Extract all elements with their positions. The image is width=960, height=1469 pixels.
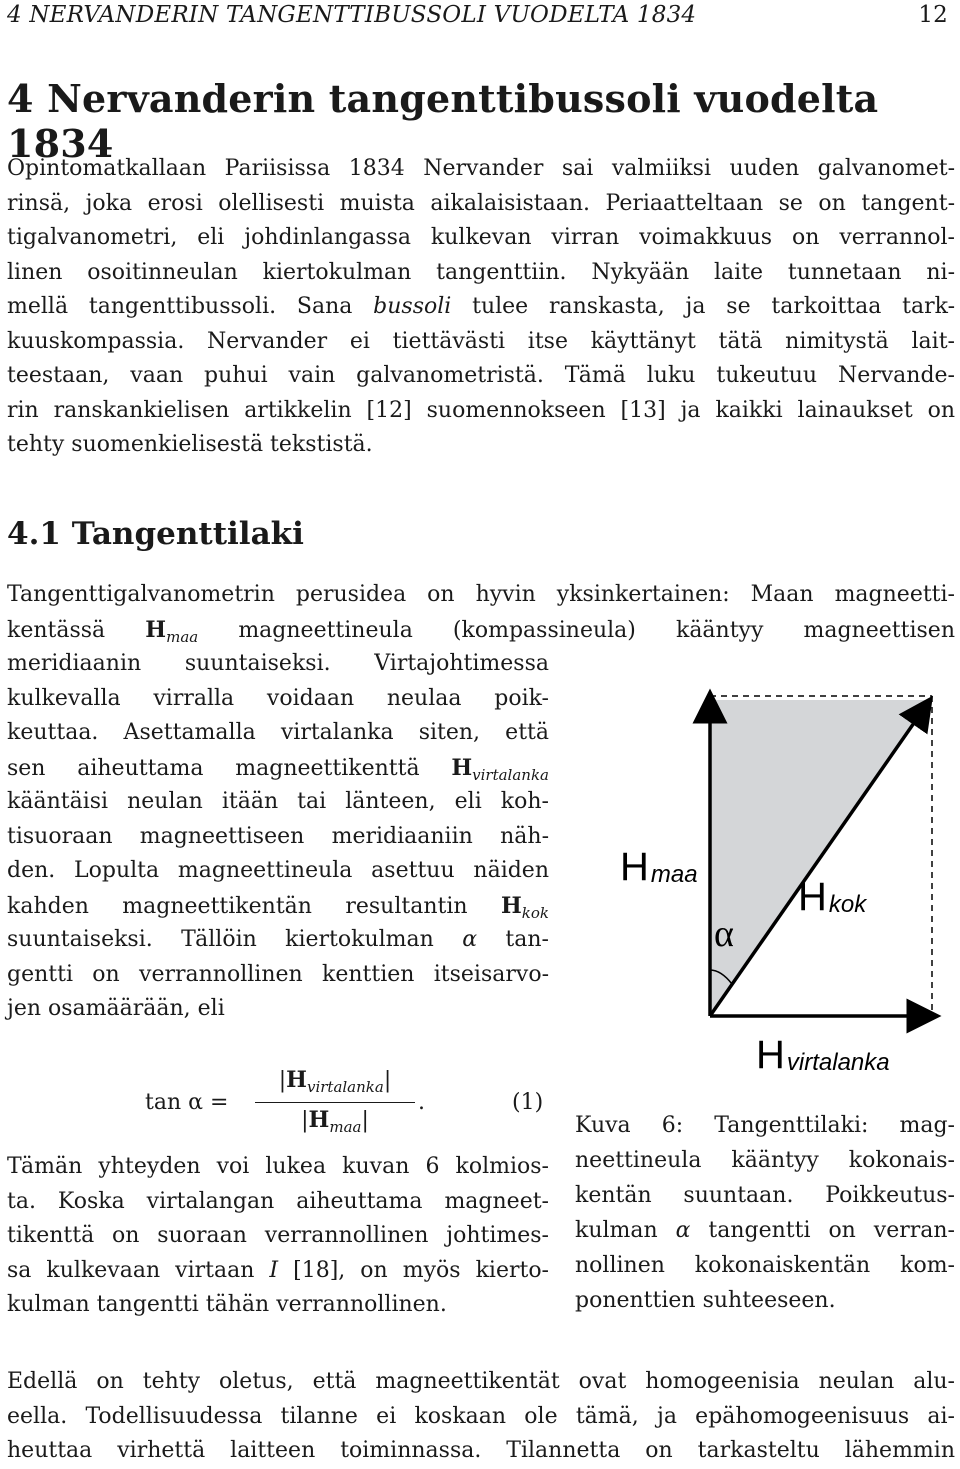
text-line: tisuoraan magneettiseen meridiaaniin näh- — [7, 823, 549, 849]
figure-diagram — [580, 688, 955, 1088]
equation-denominator: $|H_{maa}|$ — [301, 1107, 369, 1136]
label-h-virtalanka: Hvirtalanka — [756, 1033, 890, 1077]
section-title: 4.1 Tangenttilaki — [7, 516, 304, 552]
equation-number: (1) — [512, 1090, 544, 1115]
caption-line: kentän suuntaan. Poikkeutus- — [575, 1183, 955, 1208]
text-line: heuttaa virhettä laitteen toiminnassa. Tilannetta on tarkasteltu lähemmin — [7, 1438, 955, 1463]
text-line: eella. Todellisuudessa tilanne ei koskaan ole tämä, ja epähomogeenisuus ai- — [7, 1403, 955, 1429]
text-line: meridiaanin suuntaiseksi. Virtajohtimessa — [7, 651, 549, 676]
caption-line: Kuva 6: Tangenttilaki: mag- — [575, 1113, 955, 1138]
text-line: kääntäisi neulan itään tai länteen, eli koh- — [7, 789, 549, 814]
final-paragraph — [7, 1365, 955, 1469]
caption-line: ponenttien suhteeseen. — [575, 1288, 836, 1313]
figure-caption — [575, 1108, 955, 1318]
text-line: sa kulkevaan virtaan I [18], on myös kierto- — [7, 1257, 549, 1283]
caption-line: nollinen kokonaiskentän kom- — [575, 1253, 955, 1278]
text-line: rin ranskankielisen artikkelin [12] suomennokseen [13] ja kaikki lainaukset on — [7, 397, 955, 423]
text-line: gentti on verrannollinen kenttien itseisarvo- — [7, 961, 549, 987]
text-line: kuuskompassia. Nervander ei tiettävästi itse käyttänyt tätä nimitystä lait- — [7, 328, 955, 354]
page-number: 12 — [918, 2, 948, 28]
section-paragraph-full — [7, 578, 955, 647]
after-equation-paragraph — [7, 1150, 549, 1323]
text-line: Edellä on tehty oletus, että magneettikentät ovat homogeenisia neulan alu- — [7, 1369, 955, 1394]
text-line: jen osamäärään, eli — [7, 996, 225, 1021]
text-line: keuttaa. Asettamalla virtalanka siten, että — [7, 720, 549, 745]
text-line: den. Lopulta magneettineula asettuu näiden — [7, 858, 549, 883]
section-paragraph-column — [7, 647, 549, 1027]
running-header: 4 NERVANDERIN TANGENTTIBUSSOLI VUODELTA 1834 — [7, 2, 697, 28]
text-line: tehty suomenkielisestä tekstistä. — [7, 432, 373, 457]
text-line: linen osoitinneulan kiertokulman tangenttiin. Nykyään laite tunnetaan ni- — [7, 259, 955, 285]
term-bussoli: bussoli — [373, 294, 452, 319]
chapter-title: 4 Nervanderin tangenttibussoli vuodelta 1834 — [7, 76, 879, 166]
text-line: Opintomatkallaan Pariisissa 1834 Nervander sai valmiiksi uuden galvanomet- — [7, 156, 955, 181]
caption-line: kulman α tangentti on verran- — [575, 1218, 955, 1243]
label-h-maa: Hmaa — [620, 845, 698, 889]
equation-fraction — [255, 1065, 415, 1136]
equation-lhs: tan α = — [145, 1090, 229, 1115]
text-line: kentässä $H_{maa}$ magneettineula (kompassineula) kääntyy magneettisen — [7, 616, 955, 646]
text-line: Tangenttigalvanometrin perusidea on hyvin yksinkertainen: Maan magneetti- — [7, 582, 955, 607]
text-line: mellä tangenttibussoli. Sana bussoli tulee ranskasta, ja se tarkoittaa tark- — [7, 294, 956, 319]
text-line: kulkevalla virralla voidaan neulaa poik- — [7, 685, 549, 711]
caption-line: neettineula kääntyy kokonais- — [575, 1148, 955, 1173]
text-line: kulman tangentti tähän verrannollinen. — [7, 1292, 447, 1317]
text-line: Tämän yhteyden voi lukea kuvan 6 kolmios- — [7, 1154, 549, 1179]
text-line: sen aiheuttama magneettikenttä $H_{virtalanka}$ — [7, 754, 549, 784]
text-line: rinsä, joka erosi olellisesti muista aikalaisistaan. Periaatteltaan se on tangent- — [7, 190, 955, 216]
text-line: ta. Koska virtalangan aiheuttama magneet- — [7, 1188, 549, 1214]
text-line: teestaan, vaan puhui vain galvanometristä. Tämä luku tukeutuu Nervande- — [7, 363, 955, 388]
text-line: suuntaiseksi. Tällöin kiertokulman α tan- — [7, 927, 549, 952]
label-h-kok: Hkok — [798, 875, 867, 919]
intro-paragraph — [7, 152, 955, 463]
label-alpha: α — [714, 913, 734, 955]
equation-1: tan α = $|H_{virtalanka}|$ $|H_{maa}|$ . (1) — [145, 1067, 544, 1136]
text-line: tikenttä on suoraan verrannollinen johtimes- — [7, 1223, 549, 1248]
text-line: kahden magneettikentän resultantin $H_{kok}$ — [7, 892, 549, 922]
equation-numerator: $|H_{virtalanka}|$ — [255, 1065, 415, 1103]
text-line: tigalvanometri, eli johdinlangassa kulkevan virran voimakkuus on verrannol- — [7, 225, 955, 250]
tangent-law-figure — [580, 688, 955, 1092]
